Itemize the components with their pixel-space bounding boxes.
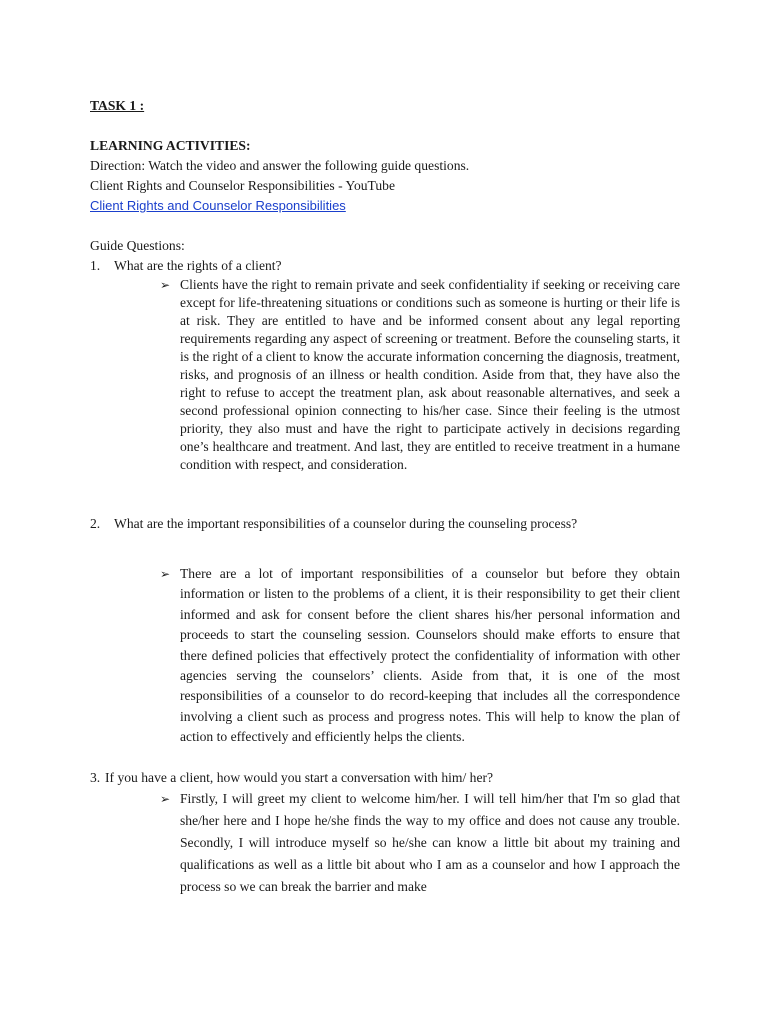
learning-activities-heading: LEARNING ACTIVITIES:: [90, 138, 251, 153]
arrow-bullet-icon: ➢: [160, 567, 171, 581]
question-1: [90, 256, 680, 276]
arrow-bullet-icon: ➢: [160, 278, 171, 292]
spacer: [90, 534, 680, 564]
answer-2: [160, 564, 680, 748]
answer-text: Clients have the right to remain private and seek confidentiality if seeking or receiving care except for life-threatening situations or conditions such as someone is hurting or their life is at risk. They are entitled to have and be informed consent about any legal reporting requirements regarding any aspect of screening or treatment. Before the counseling starts, it is the right of a client to know the accurate information concerning the diagnosis, treatment, risks, and prognosis of an illness or health condition. Aside from that, they have also the right to refuse to accept the treatment plan, ask about reasonable alternatives, and seek a second professional opinion connecting to his/her case. Since their feeling is the utmost priority, they also must and have the right to participate actively in decisions regarding one’s healthcare and treatment. And last, they are entitled to receive treatment in a humane condition with respect, and consideration.: [180, 277, 680, 472]
video-link[interactable]: Client Rights and Counselor Responsibilities: [90, 198, 346, 213]
document-page: [90, 96, 680, 898]
video-title: Client Rights and Counselor Responsibilities - YouTube: [90, 178, 396, 193]
question-2: [90, 514, 680, 534]
spacer: [90, 116, 680, 136]
spacer: [90, 474, 680, 514]
task-title: TASK 1 :: [90, 98, 145, 113]
answer-text: There are a lot of important responsibilities of a counselor but before they obtain information or listen to the problems of a client, it is their responsibility to get their client informed and ask for consent before the client shares his/her personal information and proceeds to start the counseling session. Counselors should make efforts to ensure that there defined policies that effectively protect the confidentiality of information with other agencies serving the counselors’ clients. Aside from that, it is one of the most responsibilities of a counselor to do record-keeping that includes all the correspondence involving a client such as process and progress notes. This will help to know the plan of action to effectively and efficiently helps the clients.: [180, 566, 680, 745]
question-number: 2.: [90, 516, 101, 531]
spacer: [90, 748, 680, 768]
question-text: What are the important responsibilities of a counselor during the counseling process?: [114, 516, 578, 531]
arrow-bullet-icon: ➢: [160, 791, 171, 806]
answer-1: [160, 276, 680, 474]
spacer: [90, 216, 680, 236]
direction-text: Direction: Watch the video and answer the following guide questions.: [90, 158, 470, 173]
answer-3: [160, 788, 680, 898]
question-number: 1.: [90, 258, 101, 273]
question-number: 3.: [90, 769, 101, 785]
question-text: If you have a client, how would you start a conversation with him/ her?: [105, 769, 494, 785]
guide-questions-label: Guide Questions:: [90, 238, 185, 253]
question-3: [90, 768, 680, 788]
question-text: What are the rights of a client?: [114, 258, 282, 273]
answer-text: Firstly, I will greet my client to welcome him/her. I will tell him/her that I'm so glad that she/her here and I hope he/she finds the way to my office and does not cause any trouble. Secondly, I will introduce myself so he/she can know a little bit about my training and qualifications as well as a little bit about who I am as a counselor and how I approach the process so we can break the barrier and make: [180, 790, 680, 894]
